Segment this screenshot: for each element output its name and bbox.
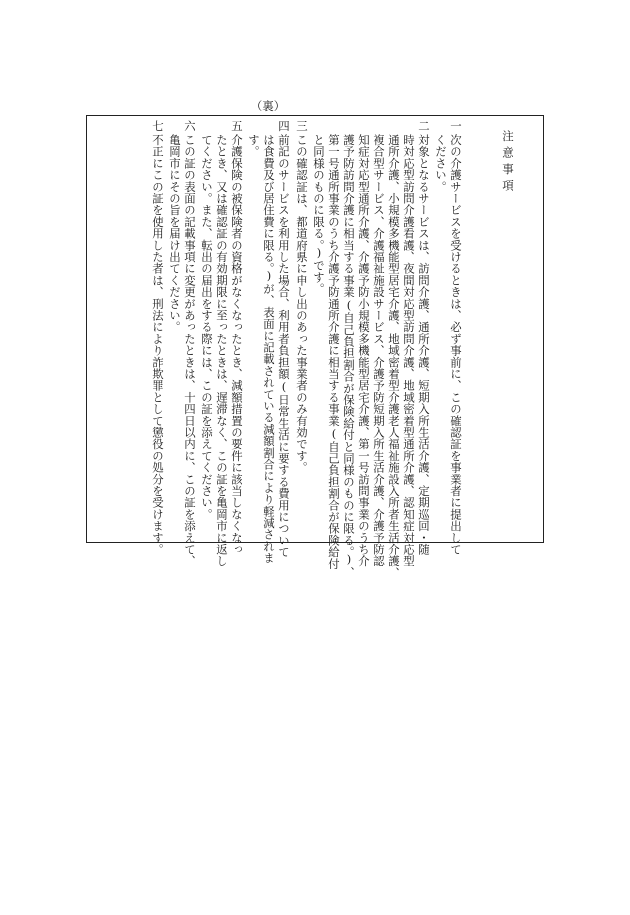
item-5-line-3: てください。また、転出の届出をする際には、この証を添えてください。 [200, 134, 214, 521]
item-6-line-2: 亀岡市にその旨を届け出てください。 [168, 134, 182, 333]
item-6-number: 六 [183, 120, 197, 132]
item-2-line-7: 第一号通所事業のうち介護予防通所介護に相当する事業(自己負担割合が保険給付 [327, 134, 341, 570]
item-2-line-8: と同様のものに限る。)です。 [312, 134, 326, 295]
item-2-line-3: 通所介護、小規模多機能型居宅介護、地域密着型介護老人福祉施設入所者生活介護、 [387, 134, 401, 579]
item-7-number: 七 [151, 120, 165, 132]
item-2-line-2: 時対応型訪問介護看護、夜間対応型訪問介護、地域密着型通所介護、認知症対応型 [402, 134, 416, 567]
item-7-line-1: 不正にこの証を使用した者は、刑法により詐欺罪として懲役の処分を受けます。 [151, 134, 165, 556]
item-6-line-1: この証の表面の記載事項に変更があったときは、十四日以内に、この証を添えて、 [183, 134, 197, 567]
item-1-line-2: ください。 [434, 134, 448, 193]
notes-title: 注意事項 [501, 130, 515, 196]
item-1-number: 一 [449, 120, 463, 132]
item-2-line-5: 知症対応型通所介護、介護予防小規模多機能型居宅介護、第一号訪問事業のうち介 [357, 134, 371, 567]
item-3-line-1: この確認証は、都道府県に申し出のあった事業者のみ有効です。 [295, 134, 309, 474]
item-4-line-3: す。 [247, 134, 261, 158]
notes-frame [86, 115, 544, 579]
item-2-line-6: 護予防訪問介護に相当する事業(自己負担割合が保険給付と同様のものに限る。)、 [342, 134, 356, 579]
item-4-line-2: は食費及び居住費に限る。)が、表面に記載されている減額割合により軽減されま [262, 134, 276, 564]
item-5-line-1: 介護保険の被保険者の資格がなくなったとき、減額措置の要件に該当しなくなっ [230, 134, 244, 556]
item-3-number: 三 [295, 120, 309, 132]
item-2-line-1: 対象となるサービスは、訪問介護、通所介護、短期入所生活介護、定期巡回・随 [417, 134, 431, 556]
item-4-number: 四 [277, 120, 291, 132]
item-4-line-1: 前記のサービスを利用した場合、利用者負担額(日常生活に要する費用について [277, 134, 291, 558]
item-2-number: 二 [417, 120, 431, 132]
item-1-line-1: 次の介護サービスを受けるときは、必ず事前に、この確認証を事業者に提出して [449, 134, 463, 556]
item-2-line-4: 複合型サービス、介護福祉施設サービス、介護予防短期入所生活介護、介護予防認 [372, 134, 386, 567]
item-5-number: 五 [230, 120, 244, 132]
item-5-line-2: たとき、又は確認証の有効期限に至ったときは、遅滞なく、この証を亀岡市に返し [215, 134, 229, 567]
reverse-side-label: （裏） [250, 99, 286, 113]
